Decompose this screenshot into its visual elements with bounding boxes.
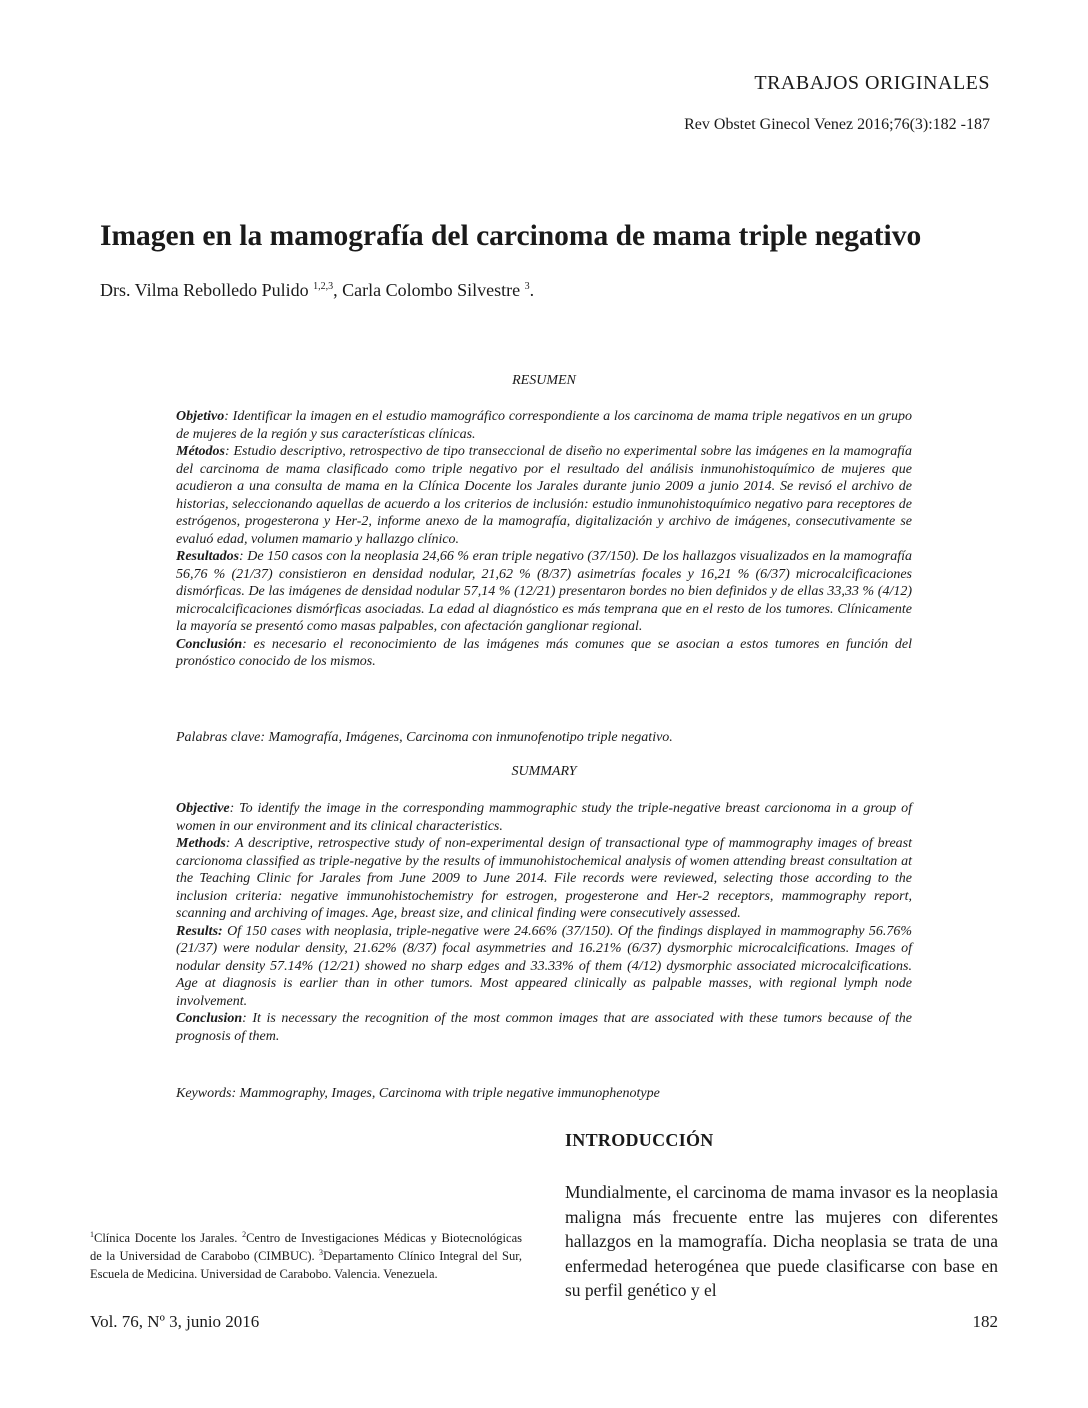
affiliation-marker-1: 1	[90, 1229, 94, 1239]
journal-reference: Rev Obstet Ginecol Venez 2016;76(3):182 -187	[684, 116, 990, 133]
summary-conclusion	[176, 1010, 912, 1045]
resumen-body	[176, 408, 912, 671]
results-label: Results:	[176, 923, 223, 939]
resumen-objetivo	[176, 408, 912, 443]
page-number: 182	[972, 1312, 998, 1331]
author2-affiliation-marker: 3	[524, 281, 530, 292]
objective-label: Objective	[176, 801, 230, 816]
conclusion-label-es: Conclusión	[176, 636, 243, 652]
footer-volume: Vol. 76, Nº 3, junio 2016	[90, 1312, 260, 1331]
metodos-text: : Estudio descriptivo, retrospectivo de tipo transeccional de diseño no experimental sobre las imágenes en la mamografía del carcinoma de mama clasificado como triple negativo por el resultado del análisis inmunohistoquímico de mujeres que acudieron a una consulta de mama en la Clínica Docente los Jarales durante junio 2009 a junio 2014. Se revisó el archivo de historias, seleccionando aquellas de acuerdo a los criterios de inclusión: estudio inmunohistoquímico negativo para receptores de estrógenos, progesterona y Her-2, informe anexo de la mamografía, digitalización y archivo de imágenes, consecutivamente se evaluó edad, volumen mamario y hallazgo clínico.	[176, 444, 912, 547]
resumen-heading: RESUMEN	[512, 373, 576, 388]
objetivo-text: : Identificar la imagen en el estudio mamográfico correspondiente a los carcinoma de mama triple negativos en un grupo de mujeres de la región y sus características clínicas.	[176, 409, 912, 442]
introduction-paragraph: Mundialmente, el carcinoma de mama invasor es la neoplasia maligna más frecuente entre las mujeres con diferentes hallazgos en la mamografía. Dicha neoplasia se trata de una enfermedad heterogénea que puede clasificarse con base en su perfil genético y el	[565, 1182, 998, 1300]
affiliation-1: Clínica Docente los Jarales.	[94, 1231, 243, 1245]
keywords: Keywords: Mammography, Images, Carcinoma with triple negative immunophenotype	[176, 1086, 660, 1101]
article-title: Imagen en la mamografía del carcinoma de mama triple negativo	[100, 220, 922, 252]
resumen-conclusion	[176, 636, 912, 671]
summary-heading: SUMMARY	[511, 764, 577, 779]
resultados-label: Resultados	[176, 549, 240, 564]
affiliation-marker-2: 2	[242, 1229, 247, 1239]
affiliation-2: Centro de Investigaciones Médicas y Biotecnológicas de la Universidad de Carabobo (CIMBUC).	[90, 1231, 522, 1263]
palabras-clave: Palabras clave: Mamografía, Imágenes, Carcinoma con inmunofenotipo triple negativo.	[176, 730, 673, 745]
objetivo-label: Objetivo	[176, 409, 225, 424]
introduction-heading: INTRODUCCIÓN	[565, 1130, 714, 1150]
conclusion-text-en: : It is necessary the recognition of the most common images that are associated with these tumors because of the prognosis of them.	[176, 1011, 912, 1044]
summary-results	[176, 923, 912, 1011]
summary-body	[176, 800, 912, 1045]
introduction-body	[565, 1180, 998, 1303]
summary-objective	[176, 800, 912, 835]
article-authors	[100, 280, 1000, 301]
affiliation-marker-3: 3	[319, 1247, 323, 1257]
objective-text: : To identify the image in the corresponding mammographic study the triple-negative breast carcionoma in a group of women in our environment and its clinical characteristics.	[176, 801, 912, 834]
affiliation-3: Departamento Clínico Integral del Sur, Escuela de Medicina. Universidad de Carabobo. Valencia. Venezuela.	[90, 1249, 523, 1281]
authors-prefix: Drs. Vilma Rebolledo Pulido	[100, 280, 314, 300]
methods-text: : A descriptive, retrospective study of non-experimental design of transactional type of mammography images of breast carcionoma classified as triple-negative by the results of immunohistochemical analysis of women attending breast consultation at the Teaching Clinic for Jarales from June 2009 to June 2014. File records were reviewed, selecting those according to the inclusion criteria: negative immunohistochemistry for estrogen, progesterone and Her-2 receptors, mammography report, scanning and archiving of images. Age, breast size, and clinical finding were consecutively assessed.	[176, 836, 912, 921]
authors-suffix: .	[529, 280, 535, 300]
metodos-label: Métodos	[176, 444, 225, 459]
resumen-metodos	[176, 443, 912, 548]
conclusion-label-en: Conclusion	[176, 1011, 243, 1026]
conclusion-text-es: : es necesario el reconocimiento de las imágenes más comunes que se asocian a estos tumores en función del pronóstico conocido de los mismos.	[176, 636, 912, 669]
author1-affiliation-marker: 1,2,3	[313, 281, 334, 292]
affiliations-footnote	[90, 1229, 522, 1283]
authors-middle: , Carla Colombo Silvestre	[333, 280, 525, 300]
methods-label: Methods	[176, 836, 226, 851]
results-text: Of 150 cases with neoplasia, triple-negative were 24.66% (37/150). Of the findings displayed in mammography 56.76% (21/37) were nodular density, 21.62% (8/37) focal asymmetries and 16.21% (6/37) dysmorphic microcalcifications. Images of nodular density 57.14% (12/21) showed no sharp edges and 33.33% of them (4/12) dysmorphic associated microcalcifications. Age at diagnosis is earlier than in other tumors. Most appeared clinically as palpable masses, with regional lymph node involvement.	[176, 923, 912, 1009]
resultados-text: : De 150 casos con la neoplasia 24,66 % eran triple negativo (37/150). De los hallazgos visualizados en la mamografía 56,76 % (21/37) consistieron en densidad nodular, 21,62 % (8/37) asimetrías focales y 16,21 % (6/37) microcalcificaciones dismórficas. De las imágenes de densidad nodular 57,14 % (12/21) presentaron bordes no bien definidos y de ellas 33,33 % (4/12) microcalcificaciones dismórficas asociadas. La edad al diagnóstico es más temprana que en el resto de los tumores. Clínicamente la mayoría se presentó como masas palpables, con afectación ganglionar regional.	[176, 549, 912, 634]
resumen-resultados	[176, 548, 912, 636]
section-label: TRABAJOS ORIGINALES	[754, 72, 990, 94]
summary-methods	[176, 835, 912, 923]
